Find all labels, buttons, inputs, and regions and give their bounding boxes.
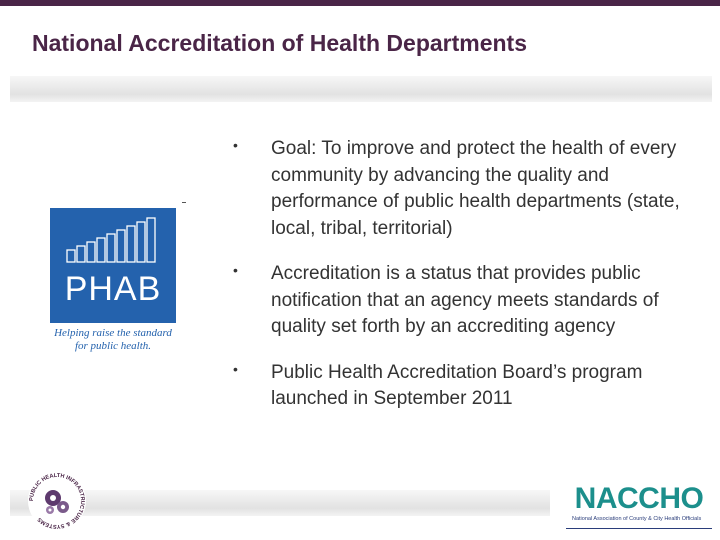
- title-divider: [10, 76, 712, 102]
- phab-letters: PHAB: [64, 270, 162, 308]
- naccho-logo-subtitle: National Association of County & City Health Officials: [572, 516, 702, 522]
- phab-tagline-line2: for public health.: [74, 340, 152, 352]
- phab-logo: [50, 208, 176, 323]
- public-health-seal-logo: [26, 470, 88, 532]
- bottom-divider: [10, 490, 550, 516]
- bullet-text: Accreditation is a status that provides public notification that an agency meets standards of quality set forth by an accrediting agency: [271, 263, 659, 337]
- bullet-item: [230, 261, 700, 341]
- naccho-logo-wordmark: NACCHO: [574, 482, 704, 515]
- phab-tagline-line1: Helping raise the standard: [54, 327, 172, 339]
- bullet-marker: •: [233, 137, 238, 153]
- bullet-text: Public Health Accreditation Board’s program launched in September 2011: [271, 361, 643, 409]
- naccho-logo-rule: [566, 528, 712, 529]
- phab-tagline: [50, 327, 176, 353]
- bullet-item: [230, 360, 700, 413]
- bullet-marker: •: [233, 360, 238, 377]
- top-accent-bar: [0, 0, 720, 6]
- bullet-text: Goal: To improve and protect the health of every community by advancing the quality and performance of public health departments (state, local, tribal, territorial): [271, 138, 680, 239]
- bullet-list: [230, 136, 700, 432]
- slide-title: National Accreditation of Health Departments: [32, 30, 528, 56]
- bullet-item: [230, 136, 700, 242]
- bullet-marker: •: [233, 262, 238, 278]
- seal-ring-text: PUBLIC HEALTH INFRASTRUCTURE & SYSTEMS: [28, 472, 86, 530]
- decorative-dash: [182, 202, 186, 203]
